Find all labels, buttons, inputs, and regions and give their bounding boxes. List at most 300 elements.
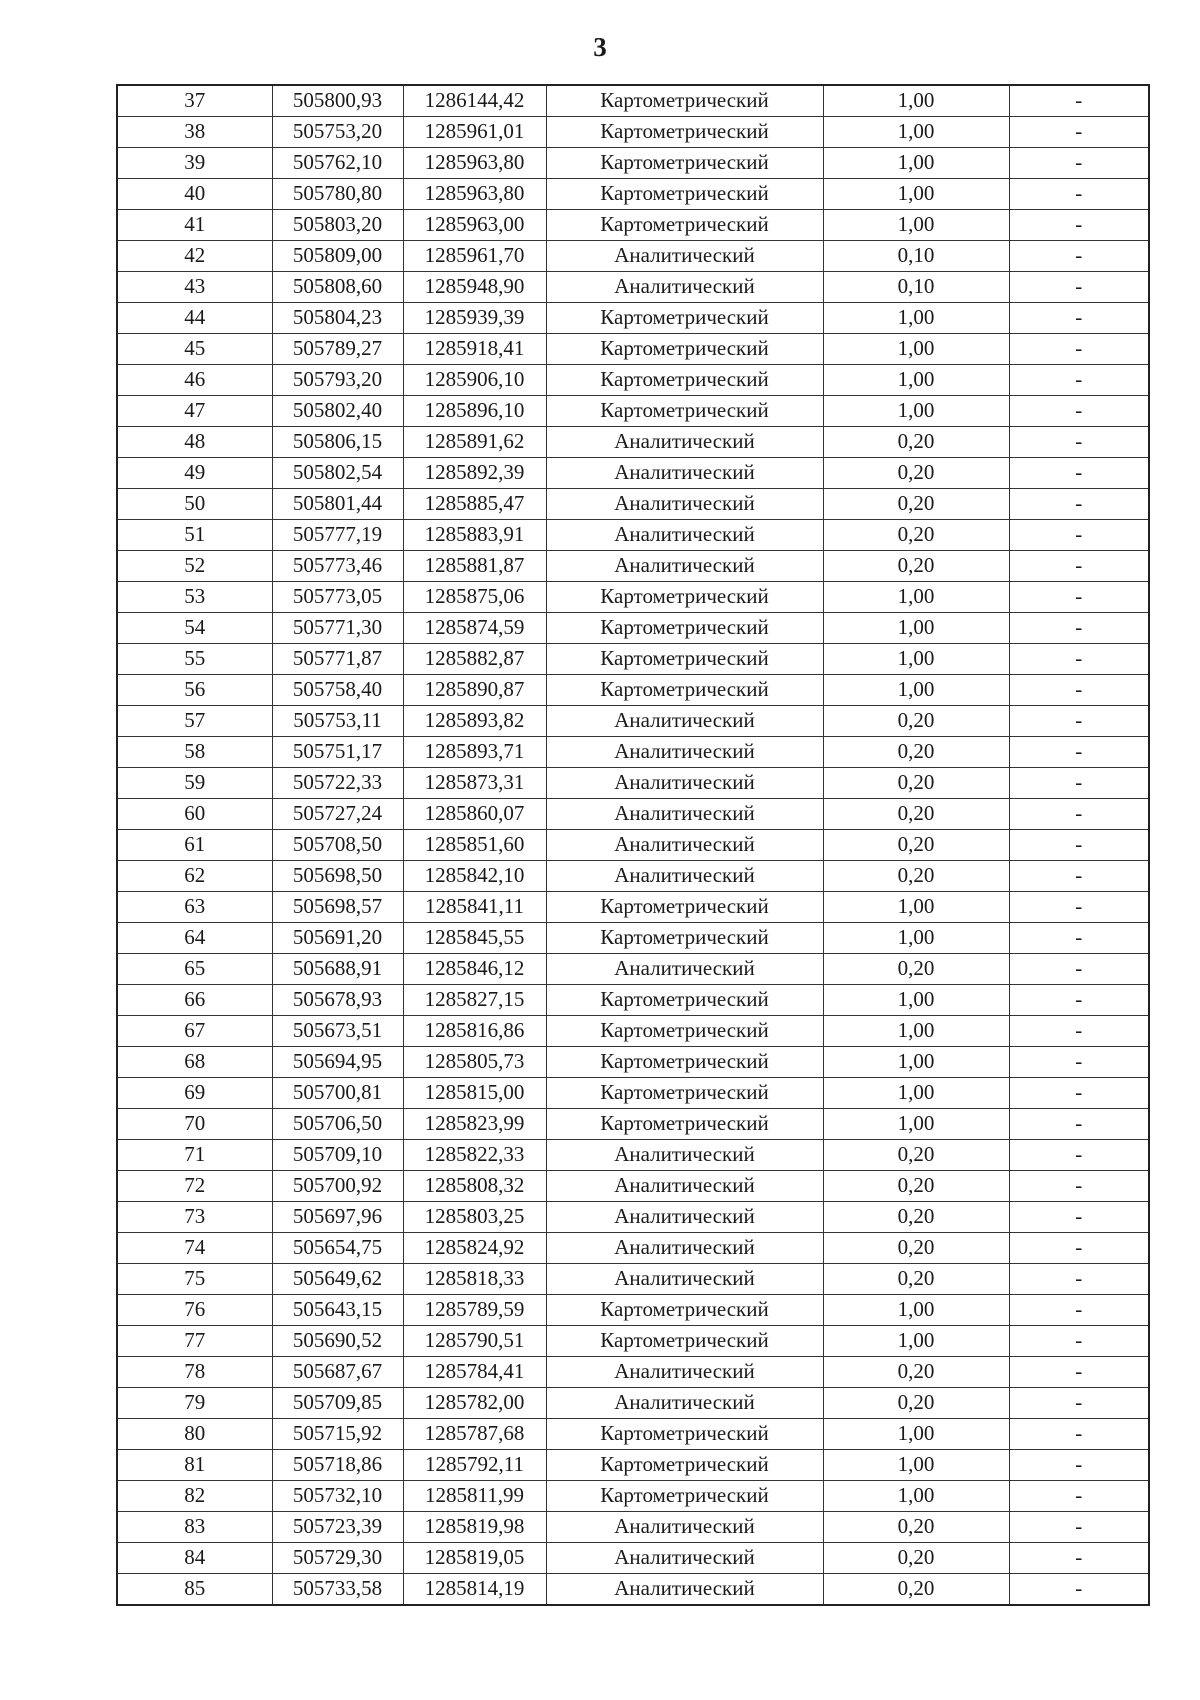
y-coordinate-cell: 1285824,92 [403, 1232, 546, 1263]
accuracy-cell: 0,20 [823, 1511, 1009, 1542]
table-row [117, 736, 1149, 767]
point-number-cell: 56 [117, 674, 272, 705]
description-cell: - [1009, 1201, 1149, 1232]
description-cell: - [1009, 674, 1149, 705]
table-row [117, 426, 1149, 457]
description-cell: - [1009, 1542, 1149, 1573]
x-coordinate-cell: 505780,80 [272, 178, 403, 209]
x-coordinate-cell: 505694,95 [272, 1046, 403, 1077]
table-row [117, 1542, 1149, 1573]
table-row [117, 953, 1149, 984]
description-cell: - [1009, 736, 1149, 767]
accuracy-cell: 0,20 [823, 1542, 1009, 1573]
accuracy-cell: 1,00 [823, 178, 1009, 209]
method-cell: Картометрический [546, 1108, 823, 1139]
accuracy-cell: 0,20 [823, 519, 1009, 550]
point-number-cell: 37 [117, 85, 272, 116]
method-cell: Аналитический [546, 1263, 823, 1294]
accuracy-cell: 0,10 [823, 271, 1009, 302]
method-cell: Аналитический [546, 767, 823, 798]
description-cell: - [1009, 209, 1149, 240]
y-coordinate-cell: 1285883,91 [403, 519, 546, 550]
y-coordinate-cell: 1285860,07 [403, 798, 546, 829]
description-cell: - [1009, 1170, 1149, 1201]
point-number-cell: 65 [117, 953, 272, 984]
point-number-cell: 69 [117, 1077, 272, 1108]
accuracy-cell: 1,00 [823, 1449, 1009, 1480]
table-row [117, 1573, 1149, 1604]
table-row [117, 643, 1149, 674]
table-row [117, 457, 1149, 488]
method-cell: Картометрический [546, 581, 823, 612]
point-number-cell: 46 [117, 364, 272, 395]
description-cell: - [1009, 519, 1149, 550]
table-row [117, 1294, 1149, 1325]
table-row [117, 1356, 1149, 1387]
description-cell: - [1009, 860, 1149, 891]
y-coordinate-cell: 1285845,55 [403, 922, 546, 953]
y-coordinate-cell: 1285803,25 [403, 1201, 546, 1232]
method-cell: Картометрический [546, 1015, 823, 1046]
y-coordinate-cell: 1285808,32 [403, 1170, 546, 1201]
y-coordinate-cell: 1285792,11 [403, 1449, 546, 1480]
point-number-cell: 78 [117, 1356, 272, 1387]
point-number-cell: 57 [117, 705, 272, 736]
description-cell: - [1009, 426, 1149, 457]
description-cell: - [1009, 1511, 1149, 1542]
table-row [117, 1449, 1149, 1480]
point-number-cell: 60 [117, 798, 272, 829]
x-coordinate-cell: 505718,86 [272, 1449, 403, 1480]
y-coordinate-cell: 1285963,00 [403, 209, 546, 240]
point-number-cell: 45 [117, 333, 272, 364]
x-coordinate-cell: 505753,11 [272, 705, 403, 736]
x-coordinate-cell: 505698,50 [272, 860, 403, 891]
y-coordinate-cell: 1285881,87 [403, 550, 546, 581]
method-cell: Картометрический [546, 116, 823, 147]
y-coordinate-cell: 1285885,47 [403, 488, 546, 519]
point-number-cell: 40 [117, 178, 272, 209]
accuracy-cell: 1,00 [823, 209, 1009, 240]
y-coordinate-cell: 1285906,10 [403, 364, 546, 395]
accuracy-cell: 0,20 [823, 1170, 1009, 1201]
description-cell: - [1009, 457, 1149, 488]
description-cell: - [1009, 1449, 1149, 1480]
table-row [117, 333, 1149, 364]
x-coordinate-cell: 505678,93 [272, 984, 403, 1015]
method-cell: Картометрический [546, 302, 823, 333]
x-coordinate-cell: 505673,51 [272, 1015, 403, 1046]
method-cell: Аналитический [546, 1356, 823, 1387]
accuracy-cell: 1,00 [823, 643, 1009, 674]
x-coordinate-cell: 505654,75 [272, 1232, 403, 1263]
table-row [117, 1387, 1149, 1418]
y-coordinate-cell: 1285961,70 [403, 240, 546, 271]
table-row [117, 612, 1149, 643]
point-number-cell: 55 [117, 643, 272, 674]
accuracy-cell: 1,00 [823, 1077, 1009, 1108]
y-coordinate-cell: 1285790,51 [403, 1325, 546, 1356]
table-row [117, 1201, 1149, 1232]
description-cell: - [1009, 829, 1149, 860]
method-cell: Картометрический [546, 612, 823, 643]
point-number-cell: 76 [117, 1294, 272, 1325]
description-cell: - [1009, 395, 1149, 426]
accuracy-cell: 1,00 [823, 116, 1009, 147]
y-coordinate-cell: 1285784,41 [403, 1356, 546, 1387]
method-cell: Картометрический [546, 674, 823, 705]
point-number-cell: 68 [117, 1046, 272, 1077]
x-coordinate-cell: 505751,17 [272, 736, 403, 767]
method-cell: Аналитический [546, 705, 823, 736]
y-coordinate-cell: 1285893,71 [403, 736, 546, 767]
x-coordinate-cell: 505809,00 [272, 240, 403, 271]
x-coordinate-cell: 505762,10 [272, 147, 403, 178]
accuracy-cell: 1,00 [823, 891, 1009, 922]
point-number-cell: 73 [117, 1201, 272, 1232]
point-number-cell: 81 [117, 1449, 272, 1480]
x-coordinate-cell: 505691,20 [272, 922, 403, 953]
x-coordinate-cell: 505732,10 [272, 1480, 403, 1511]
description-cell: - [1009, 1480, 1149, 1511]
description-cell: - [1009, 984, 1149, 1015]
coordinates-table [116, 84, 1150, 1606]
table-row [117, 705, 1149, 736]
description-cell: - [1009, 1077, 1149, 1108]
method-cell: Картометрический [546, 984, 823, 1015]
point-number-cell: 38 [117, 116, 272, 147]
accuracy-cell: 1,00 [823, 1325, 1009, 1356]
y-coordinate-cell: 1285875,06 [403, 581, 546, 612]
table-row [117, 860, 1149, 891]
x-coordinate-cell: 505789,27 [272, 333, 403, 364]
accuracy-cell: 1,00 [823, 1046, 1009, 1077]
accuracy-cell: 0,20 [823, 705, 1009, 736]
table-row [117, 1418, 1149, 1449]
method-cell: Аналитический [546, 798, 823, 829]
method-cell: Картометрический [546, 364, 823, 395]
table-row [117, 178, 1149, 209]
table-row [117, 891, 1149, 922]
y-coordinate-cell: 1285918,41 [403, 333, 546, 364]
x-coordinate-cell: 505700,92 [272, 1170, 403, 1201]
description-cell: - [1009, 364, 1149, 395]
accuracy-cell: 1,00 [823, 984, 1009, 1015]
method-cell: Аналитический [546, 426, 823, 457]
accuracy-cell: 1,00 [823, 1294, 1009, 1325]
table-row [117, 209, 1149, 240]
point-number-cell: 39 [117, 147, 272, 178]
accuracy-cell: 1,00 [823, 364, 1009, 395]
x-coordinate-cell: 505709,10 [272, 1139, 403, 1170]
point-number-cell: 51 [117, 519, 272, 550]
x-coordinate-cell: 505793,20 [272, 364, 403, 395]
x-coordinate-cell: 505808,60 [272, 271, 403, 302]
table-row [117, 116, 1149, 147]
point-number-cell: 83 [117, 1511, 272, 1542]
accuracy-cell: 1,00 [823, 85, 1009, 116]
point-number-cell: 80 [117, 1418, 272, 1449]
x-coordinate-cell: 505804,23 [272, 302, 403, 333]
accuracy-cell: 0,20 [823, 953, 1009, 984]
description-cell: - [1009, 1046, 1149, 1077]
x-coordinate-cell: 505800,93 [272, 85, 403, 116]
accuracy-cell: 0,20 [823, 829, 1009, 860]
table-row [117, 829, 1149, 860]
accuracy-cell: 1,00 [823, 1418, 1009, 1449]
table-row [117, 302, 1149, 333]
point-number-cell: 84 [117, 1542, 272, 1573]
description-cell: - [1009, 581, 1149, 612]
method-cell: Аналитический [546, 271, 823, 302]
y-coordinate-cell: 1285963,80 [403, 147, 546, 178]
description-cell: - [1009, 1232, 1149, 1263]
method-cell: Картометрический [546, 643, 823, 674]
table-row [117, 271, 1149, 302]
x-coordinate-cell: 505777,19 [272, 519, 403, 550]
table-row [117, 1108, 1149, 1139]
x-coordinate-cell: 505729,30 [272, 1542, 403, 1573]
method-cell: Картометрический [546, 1449, 823, 1480]
page-number: 3 [593, 32, 607, 62]
y-coordinate-cell: 1285890,87 [403, 674, 546, 705]
point-number-cell: 52 [117, 550, 272, 581]
table-row [117, 1077, 1149, 1108]
y-coordinate-cell: 1285842,10 [403, 860, 546, 891]
accuracy-cell: 0,20 [823, 798, 1009, 829]
point-number-cell: 49 [117, 457, 272, 488]
point-number-cell: 64 [117, 922, 272, 953]
point-number-cell: 58 [117, 736, 272, 767]
x-coordinate-cell: 505771,87 [272, 643, 403, 674]
method-cell: Аналитический [546, 736, 823, 767]
description-cell: - [1009, 178, 1149, 209]
table-row [117, 1046, 1149, 1077]
method-cell: Аналитический [546, 550, 823, 581]
x-coordinate-cell: 505698,57 [272, 891, 403, 922]
accuracy-cell: 0,20 [823, 1573, 1009, 1604]
description-cell: - [1009, 922, 1149, 953]
y-coordinate-cell: 1285948,90 [403, 271, 546, 302]
description-cell: - [1009, 891, 1149, 922]
x-coordinate-cell: 505643,15 [272, 1294, 403, 1325]
accuracy-cell: 0,20 [823, 457, 1009, 488]
y-coordinate-cell: 1285819,98 [403, 1511, 546, 1542]
table-row [117, 1263, 1149, 1294]
description-cell: - [1009, 705, 1149, 736]
x-coordinate-cell: 505753,20 [272, 116, 403, 147]
x-coordinate-cell: 505802,54 [272, 457, 403, 488]
method-cell: Аналитический [546, 1542, 823, 1573]
method-cell: Картометрический [546, 395, 823, 426]
method-cell: Аналитический [546, 457, 823, 488]
method-cell: Картометрический [546, 1325, 823, 1356]
accuracy-cell: 1,00 [823, 1108, 1009, 1139]
accuracy-cell: 1,00 [823, 1480, 1009, 1511]
table-row [117, 147, 1149, 178]
method-cell: Аналитический [546, 829, 823, 860]
point-number-cell: 44 [117, 302, 272, 333]
method-cell: Аналитический [546, 860, 823, 891]
accuracy-cell: 0,20 [823, 488, 1009, 519]
y-coordinate-cell: 1285819,05 [403, 1542, 546, 1573]
description-cell: - [1009, 1573, 1149, 1604]
description-cell: - [1009, 240, 1149, 271]
method-cell: Картометрический [546, 891, 823, 922]
description-cell: - [1009, 550, 1149, 581]
method-cell: Картометрический [546, 178, 823, 209]
point-number-cell: 82 [117, 1480, 272, 1511]
y-coordinate-cell: 1285846,12 [403, 953, 546, 984]
method-cell: Аналитический [546, 953, 823, 984]
point-number-cell: 70 [117, 1108, 272, 1139]
x-coordinate-cell: 505801,44 [272, 488, 403, 519]
accuracy-cell: 0,20 [823, 550, 1009, 581]
accuracy-cell: 1,00 [823, 922, 1009, 953]
accuracy-cell: 0,10 [823, 240, 1009, 271]
x-coordinate-cell: 505649,62 [272, 1263, 403, 1294]
table-row [117, 1511, 1149, 1542]
accuracy-cell: 0,20 [823, 1139, 1009, 1170]
x-coordinate-cell: 505706,50 [272, 1108, 403, 1139]
accuracy-cell: 0,20 [823, 426, 1009, 457]
description-cell: - [1009, 798, 1149, 829]
method-cell: Аналитический [546, 1201, 823, 1232]
table-row [117, 798, 1149, 829]
description-cell: - [1009, 1108, 1149, 1139]
method-cell: Аналитический [546, 1232, 823, 1263]
table-row [117, 1325, 1149, 1356]
y-coordinate-cell: 1285782,00 [403, 1387, 546, 1418]
point-number-cell: 75 [117, 1263, 272, 1294]
x-coordinate-cell: 505771,30 [272, 612, 403, 643]
x-coordinate-cell: 505709,85 [272, 1387, 403, 1418]
point-number-cell: 59 [117, 767, 272, 798]
y-coordinate-cell: 1285882,87 [403, 643, 546, 674]
accuracy-cell: 0,20 [823, 767, 1009, 798]
point-number-cell: 72 [117, 1170, 272, 1201]
description-cell: - [1009, 147, 1149, 178]
table-row [117, 519, 1149, 550]
method-cell: Аналитический [546, 240, 823, 271]
method-cell: Картометрический [546, 1418, 823, 1449]
y-coordinate-cell: 1285787,68 [403, 1418, 546, 1449]
description-cell: - [1009, 612, 1149, 643]
description-cell: - [1009, 1356, 1149, 1387]
y-coordinate-cell: 1285789,59 [403, 1294, 546, 1325]
table-row [117, 674, 1149, 705]
description-cell: - [1009, 1294, 1149, 1325]
point-number-cell: 67 [117, 1015, 272, 1046]
x-coordinate-cell: 505773,05 [272, 581, 403, 612]
x-coordinate-cell: 505688,91 [272, 953, 403, 984]
table-row [117, 581, 1149, 612]
x-coordinate-cell: 505722,33 [272, 767, 403, 798]
description-cell: - [1009, 1325, 1149, 1356]
y-coordinate-cell: 1285822,33 [403, 1139, 546, 1170]
accuracy-cell: 1,00 [823, 674, 1009, 705]
accuracy-cell: 1,00 [823, 302, 1009, 333]
method-cell: Аналитический [546, 1139, 823, 1170]
description-cell: - [1009, 1015, 1149, 1046]
y-coordinate-cell: 1285823,99 [403, 1108, 546, 1139]
table-row [117, 550, 1149, 581]
x-coordinate-cell: 505773,46 [272, 550, 403, 581]
table-row [117, 85, 1149, 116]
table-row [117, 922, 1149, 953]
point-number-cell: 66 [117, 984, 272, 1015]
method-cell: Картометрический [546, 922, 823, 953]
y-coordinate-cell: 1285961,01 [403, 116, 546, 147]
description-cell: - [1009, 271, 1149, 302]
accuracy-cell: 1,00 [823, 1015, 1009, 1046]
method-cell: Аналитический [546, 1511, 823, 1542]
x-coordinate-cell: 505802,40 [272, 395, 403, 426]
description-cell: - [1009, 488, 1149, 519]
x-coordinate-cell: 505708,50 [272, 829, 403, 860]
x-coordinate-cell: 505758,40 [272, 674, 403, 705]
table-row [117, 240, 1149, 271]
method-cell: Аналитический [546, 1170, 823, 1201]
method-cell: Картометрический [546, 147, 823, 178]
table-body [117, 85, 1149, 1605]
y-coordinate-cell: 1285892,39 [403, 457, 546, 488]
table-row [117, 1480, 1149, 1511]
description-cell: - [1009, 1418, 1149, 1449]
description-cell: - [1009, 116, 1149, 147]
y-coordinate-cell: 1285893,82 [403, 705, 546, 736]
y-coordinate-cell: 1285818,33 [403, 1263, 546, 1294]
y-coordinate-cell: 1285827,15 [403, 984, 546, 1015]
y-coordinate-cell: 1286144,42 [403, 85, 546, 116]
point-number-cell: 63 [117, 891, 272, 922]
table-row [117, 1015, 1149, 1046]
x-coordinate-cell: 505697,96 [272, 1201, 403, 1232]
y-coordinate-cell: 1285841,11 [403, 891, 546, 922]
x-coordinate-cell: 505733,58 [272, 1573, 403, 1604]
y-coordinate-cell: 1285851,60 [403, 829, 546, 860]
accuracy-cell: 0,20 [823, 1201, 1009, 1232]
point-number-cell: 43 [117, 271, 272, 302]
y-coordinate-cell: 1285939,39 [403, 302, 546, 333]
accuracy-cell: 0,20 [823, 1232, 1009, 1263]
method-cell: Картометрический [546, 333, 823, 364]
table-row [117, 767, 1149, 798]
description-cell: - [1009, 643, 1149, 674]
accuracy-cell: 1,00 [823, 395, 1009, 426]
x-coordinate-cell: 505723,39 [272, 1511, 403, 1542]
x-coordinate-cell: 505803,20 [272, 209, 403, 240]
method-cell: Аналитический [546, 488, 823, 519]
method-cell: Картометрический [546, 85, 823, 116]
point-number-cell: 50 [117, 488, 272, 519]
y-coordinate-cell: 1285815,00 [403, 1077, 546, 1108]
description-cell: - [1009, 85, 1149, 116]
point-number-cell: 41 [117, 209, 272, 240]
description-cell: - [1009, 953, 1149, 984]
x-coordinate-cell: 505700,81 [272, 1077, 403, 1108]
accuracy-cell: 0,20 [823, 1356, 1009, 1387]
accuracy-cell: 1,00 [823, 612, 1009, 643]
table-row [117, 395, 1149, 426]
description-cell: - [1009, 333, 1149, 364]
description-cell: - [1009, 302, 1149, 333]
method-cell: Аналитический [546, 519, 823, 550]
y-coordinate-cell: 1285873,31 [403, 767, 546, 798]
method-cell: Аналитический [546, 1573, 823, 1604]
point-number-cell: 79 [117, 1387, 272, 1418]
table-row [117, 1139, 1149, 1170]
